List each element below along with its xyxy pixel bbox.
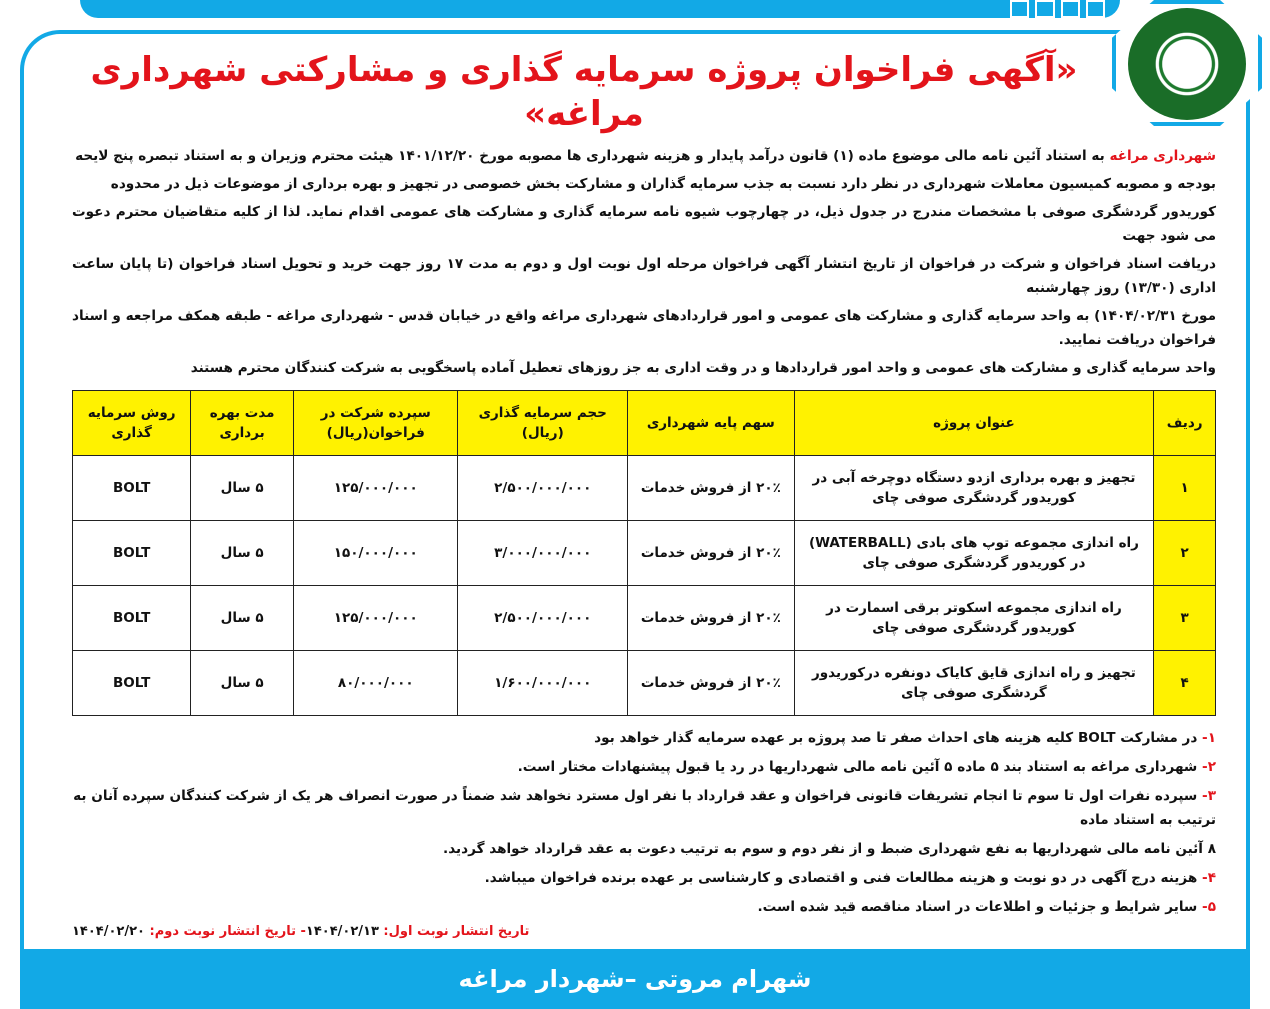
note-number: ۱- <box>1202 730 1216 746</box>
header-duration: مدت بهره برداری <box>191 391 294 456</box>
second-publication-date: ۱۴۰۴/۰۲/۲۰ <box>72 924 145 939</box>
intro-line: بودجه و مصوبه کمیسیون معاملات شهرداری در نظر دارد نسبت به جذب سرمایه گذاران و مشارکت بخش خصوصی در تجهیز و بهره برداری از موضوعات ذیل در محدوده <box>110 176 1216 192</box>
cell-deposit: ۱۵۰/۰۰۰/۰۰۰ <box>294 521 458 586</box>
cell-deposit: ۱۲۵/۰۰۰/۰۰۰ <box>294 456 458 521</box>
cell-method: BOLT <box>73 521 191 586</box>
note-text: شهرداری مراغه به استناد بند ۵ ماده ۵ آئین نامه مالی شهرداریها در رد یا قبول پیشنهادات مختار است. <box>517 759 1203 775</box>
cell-municipality-share: ۲۰٪ از فروش خدمات <box>628 651 795 716</box>
note-number: ۳- <box>1202 788 1216 804</box>
intro-line: کوریدور گردشگری صوفی با مشخصات مندرج در جدول ذیل، در چهارچوب شیوه نامه سرمایه گذاری و مشارکت های عمومی اقدام نماید. لذا از کلیه متقاضیان محترم دعوت می شود جهت <box>72 204 1216 244</box>
intro-line: مورخ ۱۴۰۴/۰۲/۳۱) به واحد سرمایه گذاری و مشارکت های عمومی و امور قراردادهای شهرداری مراغه واقع در خیابان قدس - شهرداری مراغه - طبقه همکف مراجعه و اسناد فراخوان دریافت نمایید. <box>72 308 1216 348</box>
cell-deposit: ۸۰/۰۰۰/۰۰۰ <box>294 651 458 716</box>
cell-duration: ۵ سال <box>191 586 294 651</box>
footer-signature: شهرام مروتی –شهردار مراغه <box>20 949 1250 1009</box>
cell-municipality-share: ۲۰٪ از فروش خدمات <box>628 456 795 521</box>
header-method: روش سرمایه گذاری <box>73 391 191 456</box>
note-item <box>72 866 1216 890</box>
cell-project-title: راه اندازی مجموعه توپ های بادی (WATERBALL) در کوریدور گردشگری صوفی چای <box>794 521 1154 586</box>
note-item <box>72 726 1216 750</box>
cell-row-number: ۴ <box>1154 651 1216 716</box>
cell-project-title: تجهیز و راه اندازی قایق کایاک دونفره درکوریدور گردشگری صوفی چای <box>794 651 1154 716</box>
header-investment-volume: حجم سرمایه گذاری (ریال) <box>458 391 628 456</box>
municipality-logo <box>1112 0 1262 126</box>
cell-investment-volume: ۳/۰۰۰/۰۰۰/۰۰۰ <box>458 521 628 586</box>
note-item <box>72 755 1216 779</box>
intro-line: دریافت اسناد فراخوان و شرکت در فراخوان از تاریخ انتشار آگهی فراخوان مرحله اول نوبت اول و دوم به مدت ۱۷ روز جهت خرید و تحویل اسناد فراخوان (تا پایان ساعت اداری (۱۳/۳۰) روز چهارشنبه <box>72 256 1216 296</box>
intro-line: واحد سرمایه گذاری و مشارکت های عمومی و واحد امور قراردادها و در وقت اداری به جز روزهای تعطیل آماده پاسخگویی به شرکت کنندگان محترم هستند <box>190 360 1216 376</box>
note-text: سپرده نفرات اول تا سوم تا انجام تشریفات قانونی فراخوان و عقد قرارداد با نفر اول مسترد نخواهد شد ضمناً در صورت انصراف هر یک از شرکت کنندگان سپرده آنان به ترتیب به استناد ماده <box>73 788 1216 828</box>
notes-list <box>72 726 1216 919</box>
cell-investment-volume: ۲/۵۰۰/۰۰۰/۰۰۰ <box>458 456 628 521</box>
logo-emblem-icon <box>1128 8 1246 120</box>
table-row <box>73 586 1216 651</box>
note-text: هزینه درج آگهی در دو نوبت و هزینه مطالعات فنی و اقتصادی و کارشناسی بر عهده برنده فراخوان میباشد. <box>484 870 1203 886</box>
projects-table <box>72 390 1216 716</box>
second-publication-label: - تاریخ انتشار نوبت دوم: <box>144 924 306 939</box>
table-header-row <box>73 391 1216 456</box>
intro-line <box>72 144 1216 168</box>
cell-row-number: ۲ <box>1154 521 1216 586</box>
note-text: ۸ آئین نامه مالی شهرداریها به نفع شهرداری ضبط و از نفر دوم و سوم به ترتیب دعوت به عقد قرارداد خواهد گردید. <box>443 841 1216 857</box>
note-number: ۵- <box>1202 899 1216 915</box>
cell-municipality-share: ۲۰٪ از فروش خدمات <box>628 586 795 651</box>
intro-paragraph <box>72 144 1216 380</box>
note-number: ۴- <box>1202 870 1216 886</box>
decorative-stripes <box>1010 0 1105 18</box>
cell-duration: ۵ سال <box>191 456 294 521</box>
table-row <box>73 651 1216 716</box>
table-row <box>73 456 1216 521</box>
cell-method: BOLT <box>73 651 191 716</box>
publication-dates <box>72 924 1216 939</box>
first-publication-label: تاریخ انتشار نوبت اول: <box>378 924 530 939</box>
cell-method: BOLT <box>73 586 191 651</box>
cell-municipality-share: ۲۰٪ از فروش خدمات <box>628 521 795 586</box>
cell-row-number: ۳ <box>1154 586 1216 651</box>
note-number: ۲- <box>1202 759 1216 775</box>
cell-project-title: راه اندازی مجموعه اسکوتر برقی اسمارت در کوریدور گردشگری صوفی چای <box>794 586 1154 651</box>
cell-investment-volume: ۱/۶۰۰/۰۰۰/۰۰۰ <box>458 651 628 716</box>
cell-row-number: ۱ <box>1154 456 1216 521</box>
header-municipality-share: سهم پایه شهرداری <box>628 391 795 456</box>
first-publication-date: ۱۴۰۴/۰۲/۱۳ <box>305 924 379 939</box>
cell-method: BOLT <box>73 456 191 521</box>
cell-project-title: تجهیز و بهره برداری ازدو دستگاه دوچرخه آبی در کوریدور گردشگری صوفی چای <box>794 456 1154 521</box>
note-text: سایر شرایط و جزئیات و اطلاعات در اسناد مناقصه قید شده است. <box>757 899 1203 915</box>
note-item <box>72 895 1216 919</box>
header-project-title: عنوان پروژه <box>794 391 1154 456</box>
cell-investment-volume: ۲/۵۰۰/۰۰۰/۰۰۰ <box>458 586 628 651</box>
ad-frame <box>20 30 1250 949</box>
note-text: در مشارکت BOLT کلیه هزینه های احداث صفر تا صد پروژه بر عهده سرمایه گذار خواهد بود <box>594 730 1203 746</box>
intro-text: به استناد آئین نامه مالی موضوع ماده (۱) قانون درآمد پایدار و هزینه شهرداری ها مصوبه مورخ ۱۴۰۱/۱۲/۲۰ هیئت محترم وزیران و به استناد تبصره پنج لایحه <box>75 148 1110 164</box>
cell-duration: ۵ سال <box>191 651 294 716</box>
page-title: «آگهی فراخوان پروژه سرمایه گذاری و مشارکتی شهرداری مراغه» <box>90 50 1078 134</box>
table-row <box>73 521 1216 586</box>
note-item <box>72 784 1216 832</box>
cell-duration: ۵ سال <box>191 521 294 586</box>
header-deposit: سپرده شرکت در فراخوان(ریال) <box>294 391 458 456</box>
header-row-number: ردیف <box>1154 391 1216 456</box>
note-item <box>72 837 1216 861</box>
intro-highlight: شهرداری مراغه <box>1109 148 1216 164</box>
cell-deposit: ۱۲۵/۰۰۰/۰۰۰ <box>294 586 458 651</box>
top-banner <box>80 0 1120 18</box>
